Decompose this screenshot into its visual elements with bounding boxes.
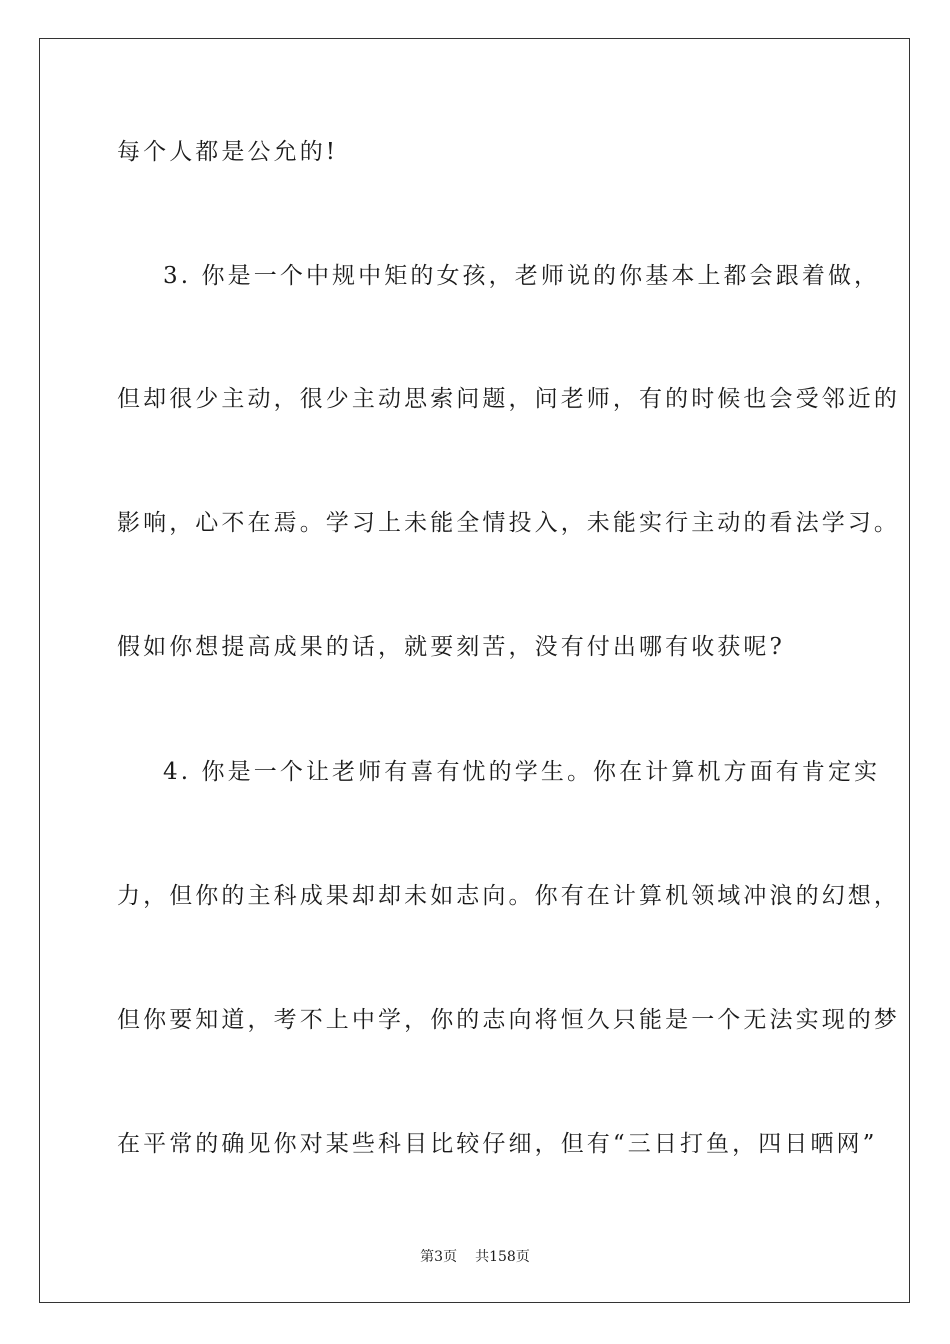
page-total: 共158页 xyxy=(475,1249,530,1265)
text-line-3: 但却很少主动，很少主动思索问题，问老师，有的时候也会受邻近的 xyxy=(117,386,900,412)
text-line-4: 影响，心不在焉。学习上未能全情投入，未能实行主动的看法学习。 xyxy=(117,510,900,536)
text-line-1: 每个人都是公允的! xyxy=(117,139,339,165)
text-line-2: 3. 你是一个中规中矩的女孩，老师说的你基本上都会跟着做， xyxy=(163,263,881,289)
text-line-6: 4. 你是一个让老师有喜有忧的学生。你在计算机方面有肯定实 xyxy=(163,759,881,785)
page-footer xyxy=(0,1248,950,1266)
text-line-8: 但你要知道，考不上中学，你的志向将恒久只能是一个无法实现的梦 xyxy=(117,1007,900,1033)
text-line-9: 在平常的确见你对某些科目比较仔细，但有“三日打鱼，四日晒网” xyxy=(117,1131,878,1157)
text-line-7: 力，但你的主科成果却却未如志向。你有在计算机领域冲浪的幻想， xyxy=(117,883,900,909)
page-number: 第3页 xyxy=(420,1249,458,1265)
text-line-5: 假如你想提高成果的话，就要刻苦，没有付出哪有收获呢? xyxy=(117,634,785,660)
page-border xyxy=(39,38,910,1303)
